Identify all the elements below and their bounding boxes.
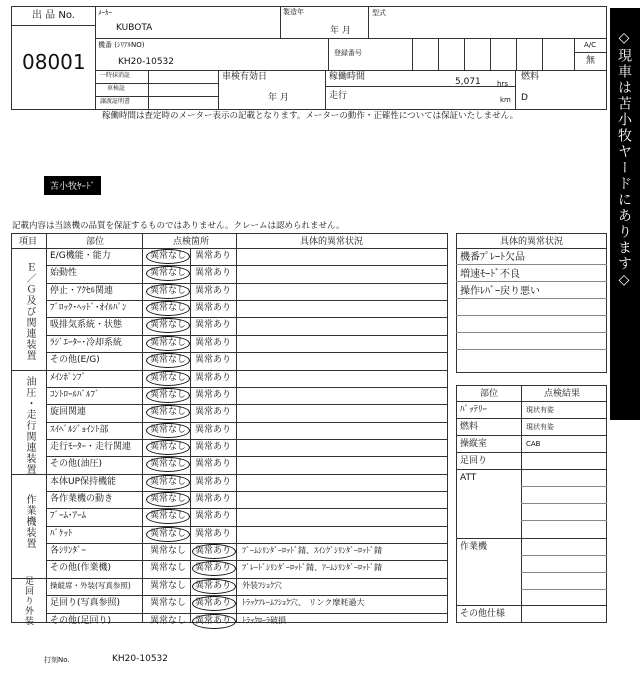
row-ng-option[interactable]: 異常あり: [195, 285, 232, 296]
th-detail: 具体的異常状況: [300, 237, 364, 247]
row-ng-option[interactable]: 異常あり: [195, 580, 232, 591]
table-row: [46, 526, 448, 543]
ok-mark: [146, 266, 190, 281]
hours-unit: hrs: [497, 80, 508, 88]
spec-att: ATT: [460, 473, 477, 483]
row-part: 旋回関連: [50, 407, 87, 418]
km-unit: km: [500, 96, 511, 104]
row-part: 各ｼﾘﾝﾀﾞｰ: [50, 546, 87, 557]
row-part: ﾗｼﾞｴｰﾀｰ･冷却系統: [50, 337, 123, 348]
table-row: [46, 370, 448, 387]
row-ng-option[interactable]: 異常あり: [195, 268, 232, 279]
spec-cab-val: CAB: [526, 440, 541, 448]
ok-mark: [146, 388, 190, 403]
table-row: [46, 613, 448, 630]
yard-tag: 苫小牧ﾔｰﾄﾞ: [44, 176, 101, 195]
stamp-value: KH20-10532: [112, 654, 168, 664]
reg-label: 登録番号: [334, 49, 362, 57]
row-part: その他(足回り): [50, 615, 112, 626]
ok-mark: [146, 249, 190, 264]
table-row: [46, 595, 448, 612]
spec-cab: 操縦室: [460, 439, 488, 449]
row-part: ﾌﾞｰﾑ･ｱｰﾑ: [50, 511, 87, 522]
stock-no-label: 出 品 No.: [32, 10, 75, 21]
row-ok-option[interactable]: 異常なし: [150, 476, 187, 487]
ac-value: 無: [586, 56, 596, 66]
row-ng-option[interactable]: 異常あり: [195, 355, 232, 366]
disclaimer: 記載内容は当該機の品質を保証するものではありません。クレームは認められません。: [12, 221, 345, 231]
row-detail: ﾌﾞｰﾑｼﾘﾝﾀﾞｰﾛｯﾄﾞ錆、ｽｲﾝｸﾞｼﾘﾝﾀﾞｰﾛｯﾄﾞ錆: [242, 546, 382, 556]
row-detail: 外装ﾌｼｮｸ穴: [242, 580, 282, 590]
row-ok-option[interactable]: 異常なし: [150, 407, 187, 418]
group-label-work: 作業機装置: [24, 494, 35, 549]
ok-mark: [146, 423, 190, 438]
row-part: 停止・ｱｸｾﾙ関連: [50, 285, 114, 296]
ng-mark: [192, 561, 236, 576]
ok-mark: [146, 440, 190, 455]
row-ok-option[interactable]: 異常なし: [150, 615, 187, 626]
fuel-value: D: [521, 93, 528, 103]
table-row: [46, 543, 448, 560]
abnormal-item-1: 機番ﾌﾟﾚｰﾄ欠品: [460, 252, 525, 263]
spec-work: 作業機: [460, 542, 488, 552]
row-ok-option[interactable]: 異常なし: [150, 424, 187, 435]
row-ok-option[interactable]: 異常なし: [150, 285, 187, 296]
row-ok-option[interactable]: 異常なし: [150, 337, 187, 348]
ok-mark: [146, 353, 190, 368]
ok-mark: [146, 405, 190, 420]
row-ng-option[interactable]: 異常あり: [195, 494, 232, 505]
table-row: [46, 300, 448, 317]
spec-fuel-val: 現状有姿: [526, 423, 554, 431]
inspection-unit: 年 月: [268, 93, 289, 103]
maker-label: ﾒｰｶｰ: [98, 9, 112, 17]
year-label: 製造年: [283, 8, 304, 16]
row-ok-option[interactable]: 異常なし: [150, 546, 187, 557]
spec-other: その他仕様: [460, 609, 506, 619]
spec-undercarriage: 足回り: [460, 456, 488, 466]
spec-box: [456, 385, 607, 623]
row-part: ｺﾝﾄﾛｰﾙﾊﾞﾙﾌﾞ: [50, 389, 100, 400]
group-label-engine: Ｅ／Ｇ及び関連装置: [24, 262, 35, 361]
row-ng-option[interactable]: 異常あり: [195, 372, 232, 383]
header-frame: [11, 6, 607, 110]
table-row: [46, 404, 448, 421]
row-ok-option[interactable]: 異常なし: [150, 580, 187, 591]
row-part: ｽｲﾍﾞﾙｼﾞｮｲﾝﾄ部: [50, 424, 109, 435]
table-row: [46, 248, 448, 265]
ng-mark: [192, 614, 236, 629]
row-part: ﾒｲﾝﾎﾟﾝﾌﾟ: [50, 372, 87, 383]
year-unit: 年 月: [330, 26, 351, 36]
row-ng-option[interactable]: 異常あり: [195, 389, 232, 400]
spec-part-header: 部位: [480, 389, 499, 399]
ok-mark: [146, 318, 190, 333]
group-label-hydraulic: 油圧・走行関連装置: [24, 376, 35, 475]
cert-1: 一時抹消証: [100, 72, 131, 79]
row-ok-option[interactable]: 異常なし: [150, 494, 187, 505]
row-detail: ﾌﾞﾚｰﾄﾞｼﾘﾝﾀﾞｰﾛｯﾄﾞ錆、ｱｰﾑｼﾘﾝﾀﾞｰﾛｯﾄﾞ錆: [242, 563, 382, 573]
row-part: その他(作業機): [50, 563, 112, 574]
table-row: [46, 265, 448, 282]
spec-battery: ﾊﾞｯﾃﾘｰ: [460, 405, 488, 415]
table-row: [46, 474, 448, 491]
row-part: その他(油圧): [50, 459, 103, 470]
table-row: [46, 387, 448, 404]
row-ok-option[interactable]: 異常なし: [150, 511, 187, 522]
row-part: 足回り(写真参照): [50, 598, 121, 609]
row-ng-option[interactable]: 異常あり: [195, 598, 232, 609]
row-ng-option[interactable]: 異常あり: [195, 424, 232, 435]
table-row: [46, 352, 448, 369]
table-row: [46, 422, 448, 439]
row-ok-option[interactable]: 異常なし: [150, 563, 187, 574]
table-row: [46, 456, 448, 473]
row-part: 走行ﾓｰﾀｰ・走行関連: [50, 441, 132, 452]
row-ng-option[interactable]: 異常あり: [195, 303, 232, 314]
table-row: [46, 508, 448, 525]
ac-label: A/C: [584, 41, 597, 49]
row-ng-option[interactable]: 異常あり: [195, 251, 232, 261]
ok-mark: [146, 509, 190, 524]
ok-mark: [146, 301, 190, 316]
row-part: ﾌﾞﾛｯｸ･ﾍｯﾄﾞ･ｵｲﾙﾊﾟﾝ: [50, 303, 127, 314]
ok-mark: [146, 371, 190, 386]
ok-mark: [146, 492, 190, 507]
row-ng-option[interactable]: 異常あり: [195, 511, 232, 522]
row-part: その他(E/G): [50, 355, 100, 366]
ok-mark: [146, 475, 190, 490]
abnormal-item-2: 増速ﾓｰﾄﾞ不良: [460, 269, 520, 280]
th-location: 点検箇所: [173, 237, 210, 247]
location-banner: [610, 8, 640, 420]
spec-fuel: 燃料: [460, 422, 479, 432]
row-detail: ﾄﾗｯｸﾌﾚｰﾑﾌｼｮｸ穴、 リンク摩耗過大: [242, 598, 365, 608]
row-ng-option[interactable]: 異常あり: [195, 441, 232, 452]
table-row: [46, 317, 448, 334]
row-ng-option[interactable]: 異常あり: [195, 546, 232, 557]
spec-battery-val: 現状有姿: [526, 406, 554, 414]
row-ok-option[interactable]: 異常なし: [150, 459, 187, 470]
serial-value: KH20-10532: [118, 57, 174, 67]
row-ok-option[interactable]: 異常なし: [150, 389, 187, 400]
cert-2: 車検証: [107, 85, 126, 92]
row-part: 吸排気系統・状態: [50, 320, 123, 331]
ok-mark: [146, 284, 190, 299]
row-ng-option[interactable]: 異常あり: [195, 615, 232, 626]
table-row: [46, 578, 448, 595]
th-item: 項目: [19, 237, 38, 247]
serial-label: 機番 (ｼﾘｱﾙNO): [98, 41, 145, 49]
row-part: 始動性: [50, 268, 78, 279]
row-ng-option[interactable]: 異常あり: [195, 407, 232, 418]
row-ok-option[interactable]: 異常なし: [150, 441, 187, 452]
ok-mark: [146, 336, 190, 351]
row-ok-option[interactable]: 異常なし: [150, 303, 187, 314]
table-row: [46, 491, 448, 508]
row-ok-option[interactable]: 異常なし: [150, 372, 187, 383]
ng-mark: [192, 544, 236, 559]
table-row: [46, 335, 448, 352]
model-label: 型式: [372, 9, 386, 17]
row-ng-option[interactable]: 異常あり: [195, 528, 232, 539]
group-label-undercarriage: 足回り外装: [23, 576, 33, 626]
hours-value: 5,071: [455, 77, 481, 87]
ng-mark: [192, 596, 236, 611]
km-label: 走行: [329, 91, 348, 101]
row-part: E/G機能・能力: [50, 251, 111, 261]
hours-note: 稼働時間は査定時のメーター表示の記載となります。メーターの動作・正確性については保証いたしません。: [102, 111, 519, 121]
cert-3: 譲渡証明書: [100, 98, 131, 105]
table-row: [46, 560, 448, 577]
row-part: 各作業機の動き: [50, 494, 114, 505]
hours-label: 稼働時間: [329, 72, 366, 82]
row-ok-option[interactable]: 異常なし: [150, 598, 187, 609]
inspection-label: 車検有効日: [222, 72, 268, 82]
row-part: ﾊﾞｹｯﾄ: [50, 528, 73, 539]
stamp-label: 打刻No.: [44, 656, 70, 664]
row-ng-option[interactable]: 異常あり: [195, 476, 232, 487]
abnormal-item-3: 操作ﾚﾊﾞｰ戻り悪い: [460, 286, 540, 297]
row-ok-option[interactable]: 異常なし: [150, 528, 187, 539]
row-part: 操縦席・外装(写真参照): [50, 580, 131, 590]
row-ng-option[interactable]: 異常あり: [195, 459, 232, 470]
ok-mark: [146, 457, 190, 472]
row-ng-option[interactable]: 異常あり: [195, 337, 232, 348]
table-row: [46, 439, 448, 456]
abnormal-header: 具体的異常状況: [500, 237, 564, 247]
ok-mark: [146, 527, 190, 542]
maker-value: KUBOTA: [116, 23, 153, 33]
spec-result-header: 点検結果: [544, 389, 581, 399]
fuel-label: 燃料: [521, 72, 540, 82]
stock-no: 08001: [22, 50, 86, 74]
row-ok-option[interactable]: 異常なし: [150, 355, 187, 366]
row-ng-option[interactable]: 異常あり: [195, 320, 232, 331]
th-part: 部位: [86, 237, 105, 247]
row-detail: ﾄﾗｯｸﾛｰﾗ破損: [242, 615, 286, 625]
row-ok-option[interactable]: 異常なし: [150, 320, 187, 331]
row-ok-option[interactable]: 異常なし: [150, 251, 187, 261]
ng-mark: [192, 579, 236, 594]
row-part: 本体UP保持機能: [50, 476, 117, 487]
location-banner-text: ◇現車は苫小牧ヤードにあります◇: [616, 30, 632, 290]
row-ng-option[interactable]: 異常あり: [195, 563, 232, 574]
row-ok-option[interactable]: 異常なし: [150, 268, 187, 279]
table-row: [46, 283, 448, 300]
